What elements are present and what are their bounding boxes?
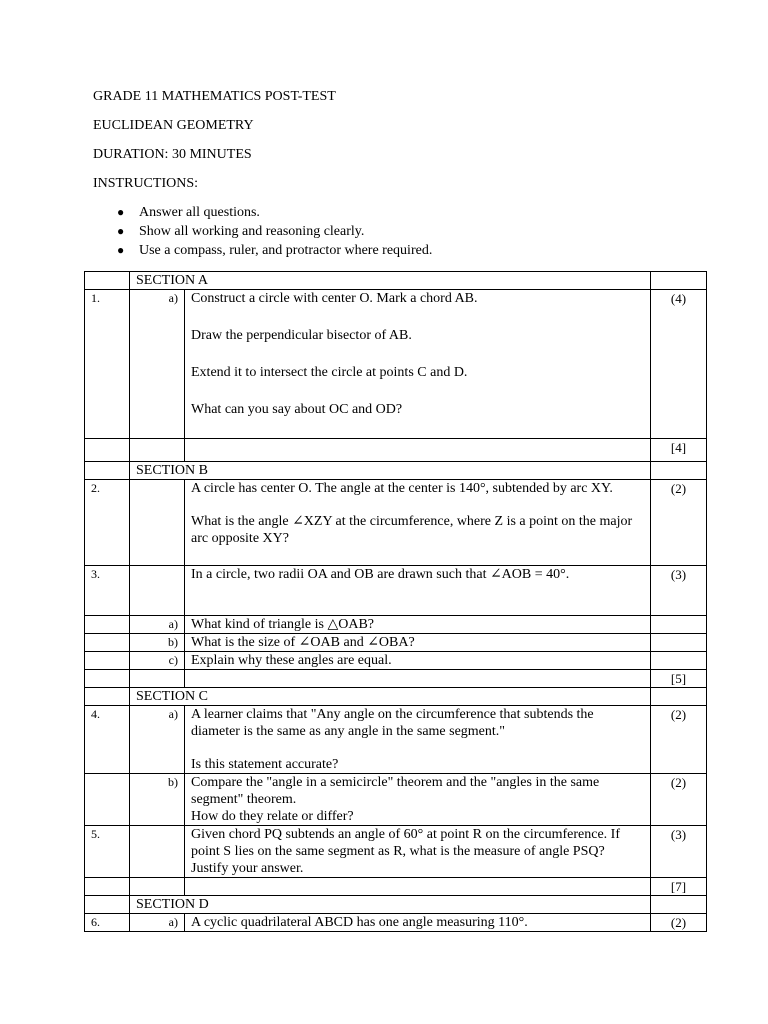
sub-question-label: c): [130, 652, 185, 670]
bullet-icon: ●: [117, 243, 125, 257]
bullet-icon: ●: [117, 224, 125, 238]
question-row: [85, 706, 707, 774]
question-number: 6.: [85, 914, 130, 932]
instruction-item: ● Answer all questions.: [117, 205, 260, 220]
section-row: [85, 462, 707, 480]
question-text: In a circle, two radii OA and OB are drawn such that ∠AOB = 40°.: [185, 566, 651, 616]
section-row: [85, 272, 707, 290]
question-marks: (3): [651, 566, 707, 616]
question-marks: (2): [651, 914, 707, 932]
sub-question-row: [85, 634, 707, 652]
sub-question-label: a): [130, 706, 185, 774]
instruction-item: ● Show all working and reasoning clearly.: [117, 224, 365, 239]
question-number: 5.: [85, 826, 130, 878]
section-d-heading: SECTION D: [130, 896, 651, 914]
question-row: [85, 480, 707, 566]
sub-question-label: a): [130, 914, 185, 932]
question-text: What kind of triangle is △OAB?: [185, 616, 651, 634]
question-number: 2.: [85, 480, 130, 566]
section-total: [4]: [651, 439, 707, 462]
question-row: [85, 914, 707, 932]
question-text: A cyclic quadrilateral ABCD has one angle measuring 110°.: [185, 914, 651, 932]
question-row: [85, 566, 707, 616]
sub-question-row: [85, 616, 707, 634]
question-text: A learner claims that "Any angle on the circumference that subtends the diameter is the same as any angle in the same segment." Is this statement accurate?: [185, 706, 651, 774]
section-row: [85, 688, 707, 706]
test-topic: EUCLIDEAN GEOMETRY: [93, 118, 254, 133]
question-marks: (4): [651, 290, 707, 439]
question-text: What is the size of ∠OAB and ∠OBA?: [185, 634, 651, 652]
question-table: [84, 271, 707, 932]
section-a-heading: SECTION A: [130, 272, 651, 290]
question-marks: (2): [651, 480, 707, 566]
question-number: 3.: [85, 566, 130, 616]
sub-question-label: b): [130, 774, 185, 826]
question-marks: (2): [651, 774, 707, 826]
question-number: 4.: [85, 706, 130, 774]
question-text: Explain why these angles are equal.: [185, 652, 651, 670]
question-text: A circle has center O. The angle at the center is 140°, subtended by arc XY. What is the angle ∠XZY at the circumference, where Z is a point on the major arc opposite XY?: [185, 480, 651, 566]
section-total: [5]: [651, 670, 707, 688]
question-number: 1.: [85, 290, 130, 439]
question-text: Given chord PQ subtends an angle of 60° at point R on the circumference. If point S lies on the same segment as R, what is the measure of angle PSQ? Justify your answer.: [185, 826, 651, 878]
sub-question-label: a): [130, 290, 185, 439]
question-marks: (2): [651, 706, 707, 774]
instructions-heading: INSTRUCTIONS:: [93, 176, 199, 191]
instructions-list: [93, 203, 432, 260]
instruction-item: ● Use a compass, ruler, and protractor where required.: [117, 243, 433, 258]
total-row: [85, 439, 707, 462]
question-row: [85, 826, 707, 878]
section-row: [85, 896, 707, 914]
question-marks: (3): [651, 826, 707, 878]
sub-question-row: [85, 652, 707, 670]
section-total: [7]: [651, 878, 707, 896]
question-text: Compare the "angle in a semicircle" theorem and the "angles in the same segment" theorem. How do they relate or differ?: [185, 774, 651, 826]
question-text: Construct a circle with center O. Mark a chord AB. Draw the perpendicular bisector of AB. Extend it to intersect the circle at points C and D. What can you say about OC and OD?: [185, 290, 651, 439]
bullet-icon: ●: [117, 205, 125, 219]
section-c-heading: SECTION C: [130, 688, 651, 706]
sub-question-label: a): [130, 616, 185, 634]
test-title: GRADE 11 MATHEMATICS POST-TEST: [93, 89, 336, 104]
total-row: [85, 670, 707, 688]
section-b-heading: SECTION B: [130, 462, 651, 480]
total-row: [85, 878, 707, 896]
test-duration: DURATION: 30 MINUTES: [93, 147, 252, 162]
sub-question-label: b): [130, 634, 185, 652]
sub-question-row: [85, 774, 707, 826]
question-row: [85, 290, 707, 439]
